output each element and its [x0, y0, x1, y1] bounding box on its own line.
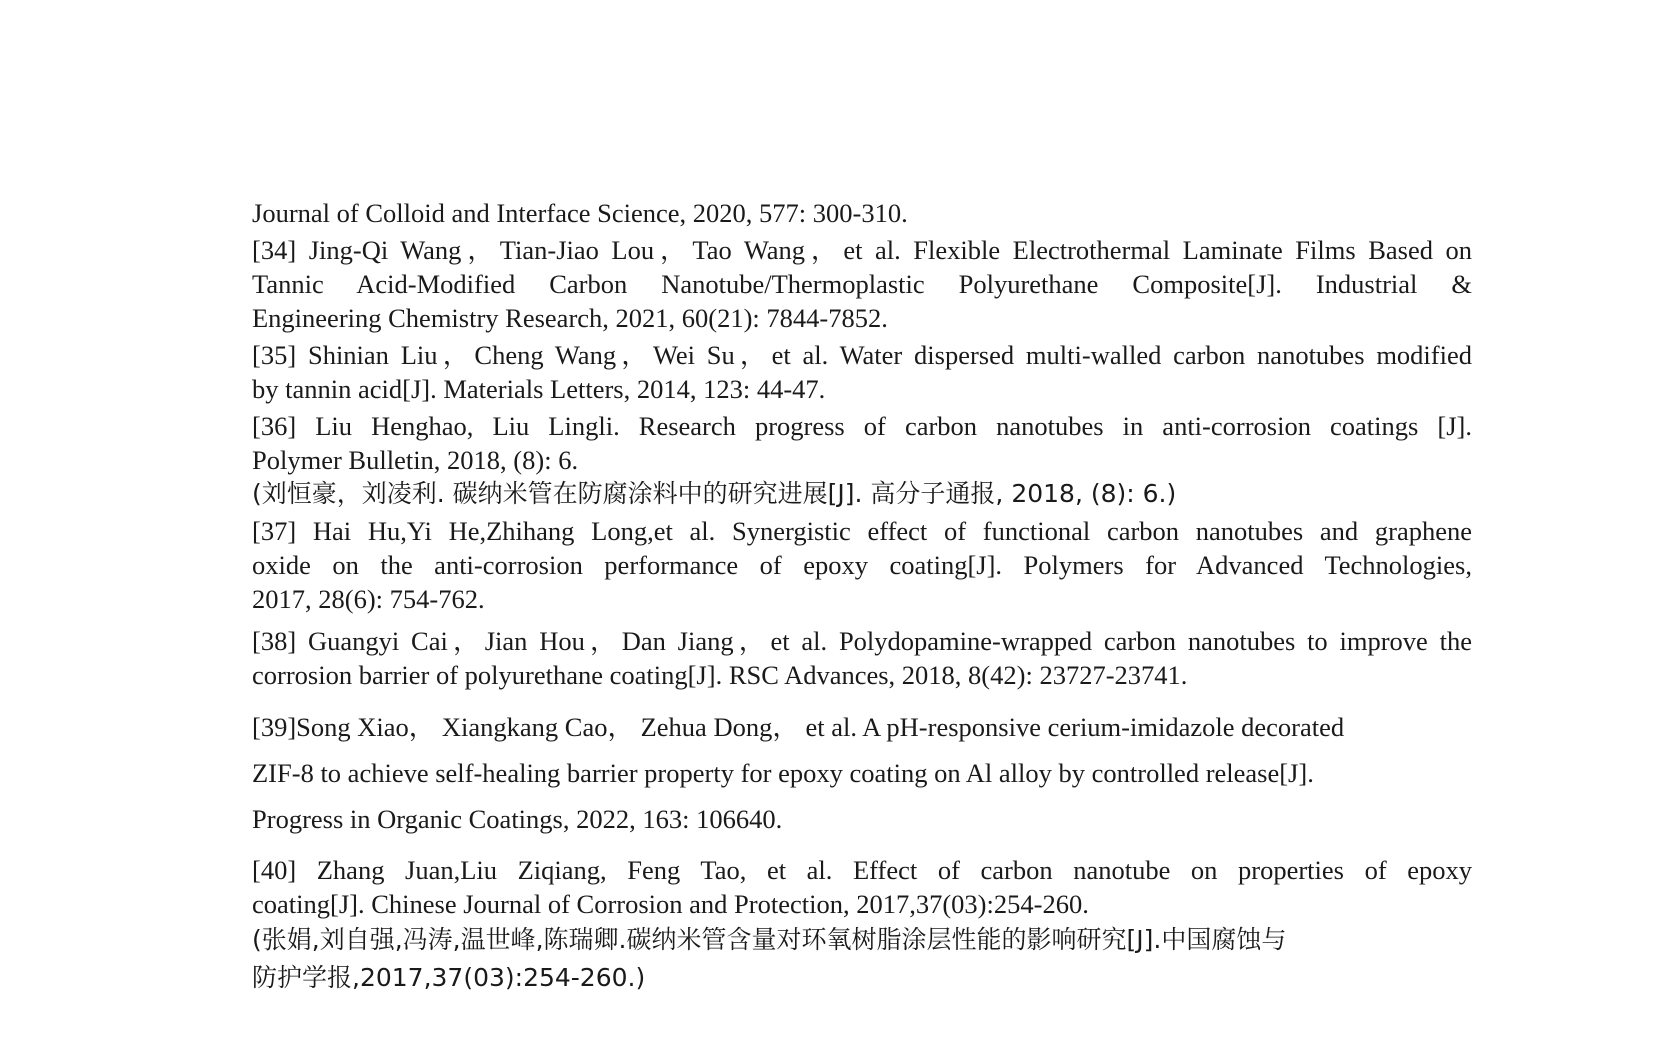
reference-line: [34] Jing-Qi Wang，Tian-Jiao Lou，Tao Wang，et al. Flexible Electrothermal Laminate Films Based on	[252, 235, 1472, 265]
reference-37	[252, 514, 1472, 616]
reference-line: [40] Zhang Juan,Liu Ziqiang, Feng Tao, et al. Effect of carbon nanotube on properties of epoxy	[252, 855, 1472, 885]
reference-line: Progress in Organic Coatings, 2022, 163: 106640.	[252, 804, 783, 834]
reference-line: [39]Song Xiao， Xiangkang Cao， Zehua Dong， et al. A pH-responsive cerium-imidazole decorated	[252, 712, 1345, 742]
reference-line-chinese: (刘恒豪，刘凌利. 碳纳米管在防腐涂料中的研究进展[J]. 高分子通报, 2018, (8): 6.)	[252, 479, 1177, 508]
reference-line: [35] Shinian Liu，Cheng Wang，Wei Su，et al. Water dispersed multi-walled carbon nanotubes modified	[252, 340, 1472, 370]
reference-39	[252, 704, 1472, 842]
reference-line: corrosion barrier of polyurethane coating[J]. RSC Advances, 2018, 8(42): 23727-23741.	[252, 660, 1188, 690]
reference-line: Polymer Bulletin, 2018, (8): 6.	[252, 445, 579, 475]
reference-34	[252, 233, 1472, 335]
reference-40	[252, 853, 1472, 997]
reference-line-chinese: (张娟,刘自强,冯涛,温世峰,陈瑞卿.碳纳米管含量对环氧树脂涂层性能的影响研究[J].中国腐蚀与	[252, 925, 1287, 954]
reference-line: [36] Liu Henghao, Liu Lingli. Research progress of carbon nanotubes in anti-corrosion coatings [J].	[252, 411, 1472, 441]
reference-line: [38] Guangyi Cai，Jian Hou，Dan Jiang，et al. Polydopamine-wrapped carbon nanotubes to improve the	[252, 626, 1472, 656]
reference-line: Tannic Acid-Modified Carbon Nanotube/Thermoplastic Polyurethane Composite[J]. Industrial &	[252, 269, 1472, 299]
reference-list	[252, 196, 1472, 997]
reference-line: oxide on the anti-corrosion performance of epoxy coating[J]. Polymers for Advanced Technologies,	[252, 550, 1472, 580]
reference-36	[252, 409, 1472, 511]
reference-line: Engineering Chemistry Research, 2021, 60(21): 7844-7852.	[252, 303, 888, 333]
reference-line: Journal of Colloid and Interface Science, 2020, 577: 300-310.	[252, 198, 908, 228]
reference-line: ZIF-8 to achieve self-healing barrier property for epoxy coating on Al alloy by controlled release[J].	[252, 758, 1314, 788]
reference-line: coating[J]. Chinese Journal of Corrosion and Protection, 2017,37(03):254-260.	[252, 889, 1089, 919]
reference-line: by tannin acid[J]. Materials Letters, 2014, 123: 44-47.	[252, 374, 826, 404]
reference-line: [37] Hai Hu,Yi He,Zhihang Long,et al. Synergistic effect of functional carbon nanotubes and graphene	[252, 516, 1472, 546]
reference-38	[252, 624, 1472, 692]
reference-line-chinese: 防护学报,2017,37(03):254-260.)	[252, 963, 646, 992]
reference-line: 2017, 28(6): 754-762.	[252, 584, 485, 614]
reference-35	[252, 338, 1472, 406]
